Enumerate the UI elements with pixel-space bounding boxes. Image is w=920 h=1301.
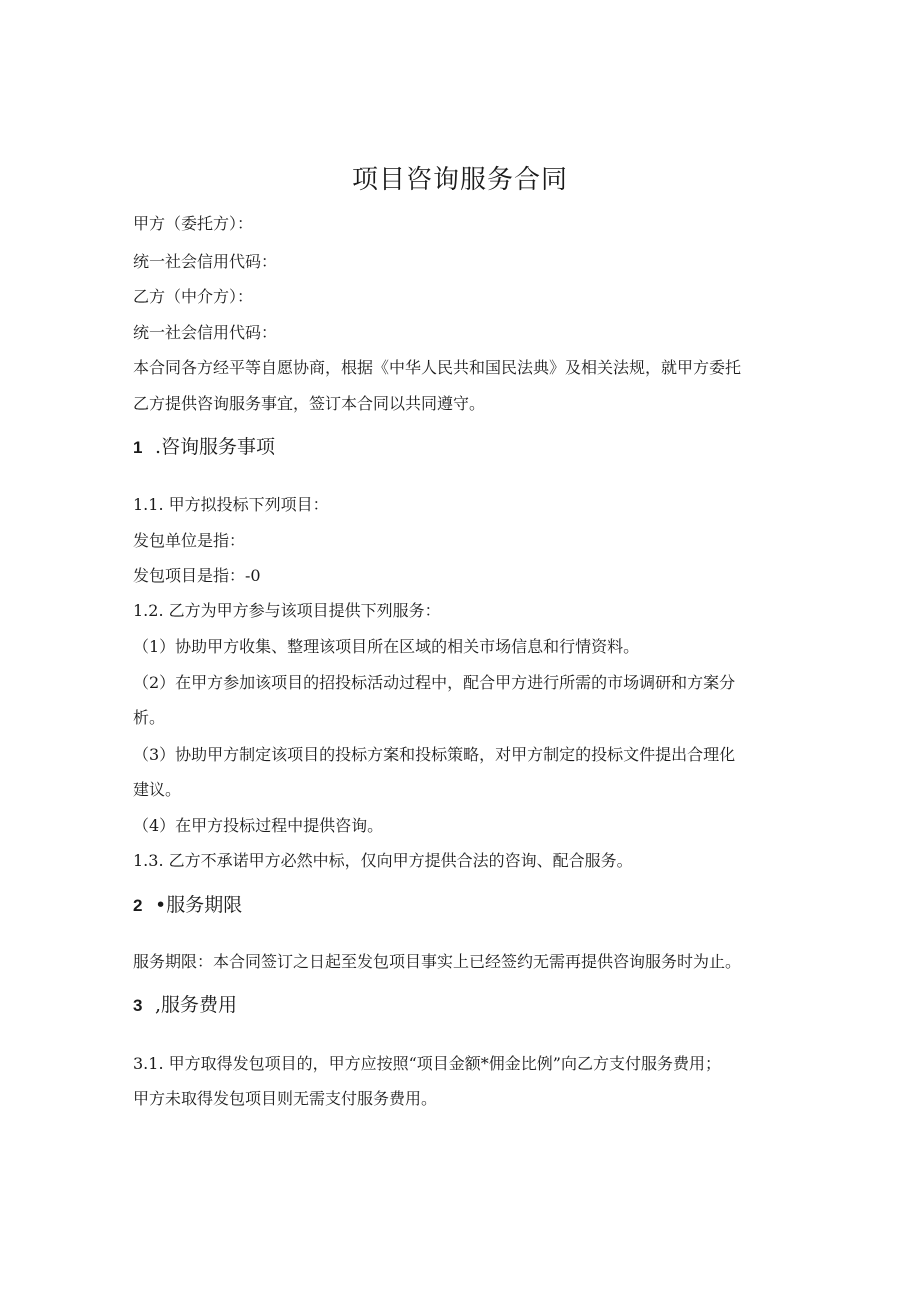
section-3-number: 3 — [133, 996, 143, 1015]
party-b-credit-code: 统一社会信用代码： — [133, 323, 278, 342]
clause-3-1-line-2: 甲方未取得发包项目则无需支付服务费用。 — [133, 1089, 438, 1108]
intro-line-1: 本合同各方经平等自愿协商，根据《中华人民共和国民法典》及相关法规，就甲方委托 — [133, 358, 742, 377]
section-3-title: ,服务费用 — [155, 994, 238, 1016]
clause-1-3: 1.3. 乙方不承诺甲方必然中标，仅向甲方提供合法的咨询、配合服务。 — [133, 851, 633, 870]
service-item-2-line-1: （2）在甲方参加该项目的招投标活动过程中，配合甲方进行所需的市场调研和方案分 — [133, 673, 736, 692]
section-2-title: •服务期限 — [155, 894, 243, 916]
service-item-3-line-1: （3）协助甲方制定该项目的投标方案和投标策略，对甲方制定的投标文件提出合理化 — [133, 745, 736, 764]
issuer-line: 发包单位是指： — [133, 531, 246, 550]
service-item-2-line-2: 析。 — [133, 708, 166, 727]
intro-line-2: 乙方提供咨询服务事宜，签订本合同以共同遵守。 — [133, 394, 486, 413]
clause-1-2: 1.2. 乙方为甲方参与该项目提供下列服务： — [133, 601, 441, 620]
party-b-label: 乙方（中介方）： — [133, 287, 254, 306]
section-1-heading — [133, 433, 275, 462]
project-line: 发包项目是指：-0 — [133, 566, 261, 585]
clause-3-1-line-1: 3.1. 甲方取得发包项目的，甲方应按照“项目金额*佣金比例”向乙方支付服务费用； — [133, 1054, 721, 1073]
service-period-text: 服务期限：本合同签订之日起至发包项目事实上已经签约无需再提供咨询服务时为止。 — [133, 952, 742, 971]
section-2-number: 2 — [133, 896, 143, 915]
service-item-4: （4）在甲方投标过程中提供咨询。 — [133, 816, 384, 835]
party-a-credit-code: 统一社会信用代码： — [133, 252, 278, 271]
section-1-title: .咨询服务事项 — [155, 436, 276, 458]
clause-1-1: 1.1. 甲方拟投标下列项目： — [133, 495, 329, 514]
section-1-number: 1 — [133, 438, 143, 457]
party-a-label: 甲方（委托方）： — [133, 214, 254, 233]
section-3-heading — [133, 991, 237, 1020]
service-item-3-line-2: 建议。 — [133, 780, 182, 799]
service-item-1: （1）协助甲方收集、整理该项目所在区域的相关市场信息和行情资料。 — [133, 637, 640, 656]
document-title: 项目咨询服务合同 — [351, 165, 568, 195]
section-2-heading — [133, 891, 242, 920]
